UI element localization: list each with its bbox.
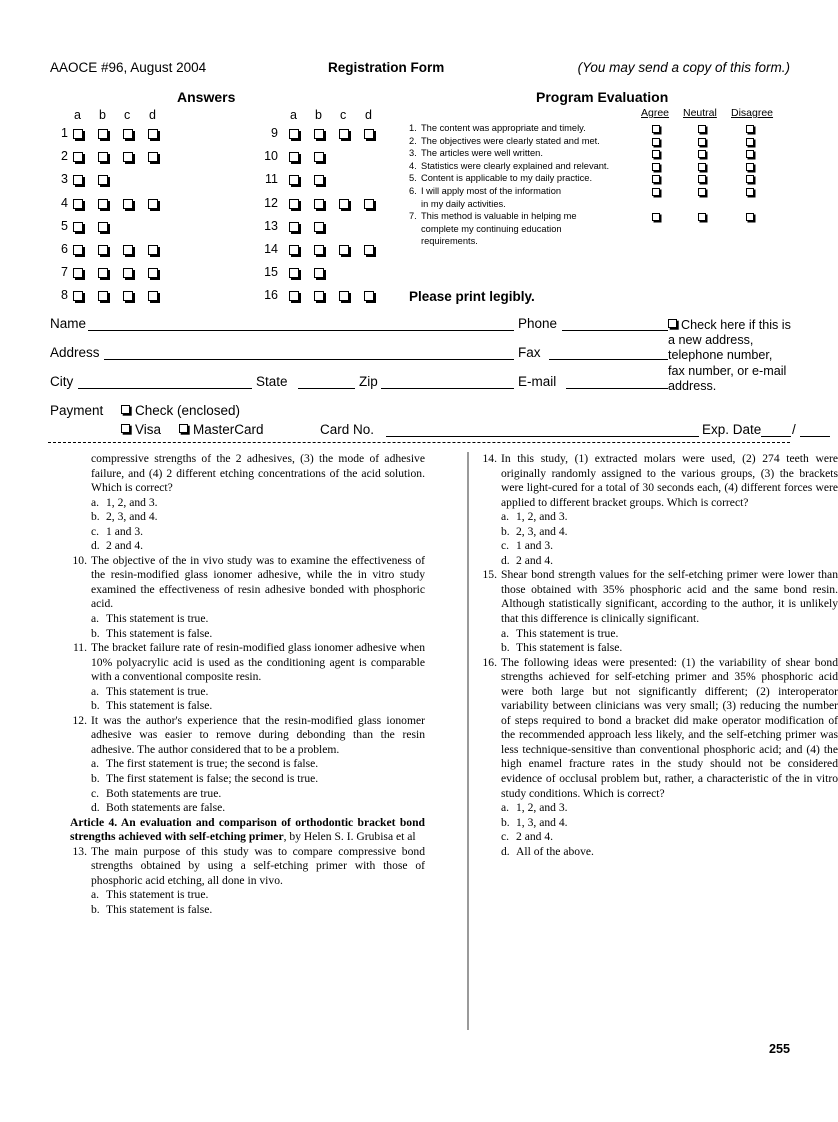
answer-checkbox-15-a[interactable]	[289, 268, 299, 278]
option-letter: b.	[91, 699, 100, 713]
option-text: Both statements are false.	[106, 801, 226, 815]
answer-column-label-c: c	[124, 108, 131, 122]
evaluation-section-title: Program Evaluation	[536, 89, 669, 105]
payment-visa-label: Visa	[135, 422, 162, 437]
question	[480, 656, 838, 801]
left-question-column	[70, 452, 425, 918]
answer-checkbox-13-b[interactable]	[314, 222, 324, 232]
card-no-label: Card No.	[320, 422, 375, 437]
question-text: In this study, (1) extracted molars were used, (2) 274 teeth were originally randomly assigned to the various groups, (3) the brackets were light-cured for a total of 30 seconds each, (4) different forces were applied to different bracket groups. Which is correct?	[501, 452, 838, 509]
program-evaluation	[409, 107, 791, 248]
answer-checkbox-1-a[interactable]	[73, 129, 83, 139]
question-option[interactable]	[70, 627, 425, 642]
answer-row-number: 8	[61, 288, 68, 303]
answer-column-label-c: c	[340, 108, 347, 122]
answer-checkbox-12-d[interactable]	[364, 199, 374, 209]
answer-row-number: 2	[61, 149, 68, 164]
question-option[interactable]	[70, 903, 425, 918]
answer-row-number: 13	[264, 218, 278, 233]
answer-checkbox-12-a[interactable]	[289, 199, 299, 209]
option-letter: d.	[501, 553, 510, 567]
exp-month-input[interactable]	[761, 436, 791, 437]
option-text: 1, 2, and 3.	[106, 495, 158, 509]
article-heading-authors: , by Helen S. I. Grubisa et al	[283, 830, 416, 844]
evaluation-item-number: 2.	[409, 135, 417, 146]
answers-section-title: Answers	[177, 89, 236, 105]
question-option[interactable]	[70, 772, 425, 787]
option-letter: b.	[501, 641, 510, 655]
question-option[interactable]	[480, 510, 838, 525]
question-option[interactable]	[480, 641, 838, 656]
question-text: The objective of the in vivo study was to examine the effectiveness of the resin-modified glass ionomer adhesive, while the in vitro study examined the effectiveness of resin adhesive bonded with phosphoric acid.	[91, 553, 425, 611]
question-option[interactable]	[480, 525, 838, 540]
question-text: The bracket failure rate of resin-modified glass ionomer adhesive when 10% polyacrylic acid is used as the conditioning agent is comparable with a conventional composite resin.	[91, 641, 425, 684]
answer-checkbox-4-a[interactable]	[73, 199, 83, 209]
evaluation-row	[409, 172, 791, 185]
article-heading-title: Article 4. An evaluation and comparison of orthodontic bracket bond strengths achieved with self-etching primer	[70, 815, 425, 844]
scale-disagree-label: Disagree	[731, 107, 774, 119]
question	[70, 714, 425, 758]
question-option[interactable]	[70, 525, 425, 540]
option-letter: b.	[91, 772, 100, 786]
answer-checkbox-4-c[interactable]	[123, 199, 133, 209]
payment-mastercard-label: MasterCard	[193, 422, 264, 437]
payment-check-label: Check (enclosed)	[135, 403, 241, 418]
question	[70, 845, 425, 889]
evaluation-checkbox-2-disagree[interactable]	[746, 138, 754, 146]
evaluation-checkbox-4-agree[interactable]	[652, 163, 660, 171]
answer-checkbox-14-a[interactable]	[289, 245, 299, 255]
evaluation-checkbox-3-agree[interactable]	[652, 150, 660, 158]
question-number: 10.	[72, 553, 87, 567]
question-option[interactable]	[70, 757, 425, 772]
answer-row-number: 4	[61, 195, 68, 210]
option-letter: a.	[91, 495, 100, 509]
evaluation-row	[409, 135, 791, 148]
answer-checkbox-2-d[interactable]	[148, 152, 158, 162]
answer-checkbox-3-a[interactable]	[73, 175, 83, 185]
option-text: This statement is true.	[106, 612, 209, 626]
answer-checkbox-9-c[interactable]	[339, 129, 349, 139]
answer-checkbox-12-c[interactable]	[339, 199, 349, 209]
evaluation-checkbox-4-disagree[interactable]	[746, 163, 754, 171]
option-text: This statement is true.	[106, 684, 209, 698]
question-number: 14.	[482, 452, 497, 465]
answer-checkbox-13-a[interactable]	[289, 222, 299, 232]
evaluation-checkbox-7-neutral[interactable]	[698, 213, 706, 221]
question	[480, 568, 838, 626]
answer-checkbox-1-b[interactable]	[98, 129, 108, 139]
answer-checkbox-6-a[interactable]	[73, 245, 83, 255]
answer-column-label-d: d	[149, 108, 156, 122]
scale-agree-label: Agree	[641, 107, 670, 119]
answer-checkbox-1-c[interactable]	[123, 129, 133, 139]
question-option[interactable]	[70, 612, 425, 627]
exp-date-slash: /	[792, 422, 796, 437]
evaluation-checkbox-4-neutral[interactable]	[698, 163, 706, 171]
option-text: The first statement is true; the second is false.	[106, 757, 319, 771]
state-label: State	[256, 374, 288, 389]
option-text: 1, 2, and 3.	[516, 801, 568, 815]
answer-checkbox-7-a[interactable]	[73, 268, 83, 278]
evaluation-item-number: 7.	[409, 211, 417, 222]
option-letter: b.	[91, 902, 100, 916]
question-option[interactable]	[70, 888, 425, 903]
evaluation-checkbox-2-agree[interactable]	[652, 138, 660, 146]
option-letter: a.	[91, 684, 100, 698]
question-option[interactable]	[480, 554, 838, 569]
answer-checkbox-9-a[interactable]	[289, 129, 299, 139]
evaluation-checkbox-3-disagree[interactable]	[746, 150, 754, 158]
question-option[interactable]	[70, 787, 425, 802]
answer-checkbox-5-a[interactable]	[73, 222, 83, 232]
answer-column-label-a: a	[290, 108, 297, 122]
question-text: The following ideas were presented: (1) the variability of shear bond strengths achieved for self-etching primer and 35% phosphoric acid were both large but not significantly different; (2) interoperator variability between clinicians was very small; (3) reducing the number of steps required to bond a bracket did make operator modification of the recommended approach less likely, and the self-etching primer was less technique-sensitive than conventional phosphoric acid; and (4) the high enamel fracture rates in the study should not be considered evidence of occlusal problem but, rather, a characteristic of the in vitro study conditions. Which is correct?	[501, 655, 838, 800]
answer-checkbox-6-c[interactable]	[123, 245, 133, 255]
question-text: Shear bond strength values for the self-etching primer were lower than those obtained with 35% phosphoric acid and the same bond resin. Although statistically significant, according to the author, it is unlikely that this difference is clinically significant.	[501, 568, 838, 626]
question-option[interactable]	[70, 699, 425, 714]
option-text: This statement is false.	[106, 902, 213, 916]
question-number: 16.	[482, 655, 497, 669]
card-no-input[interactable]	[386, 436, 699, 437]
question-option[interactable]	[70, 496, 425, 511]
option-text: 1 and 3.	[106, 524, 144, 538]
evaluation-item-text: 7. This method is valuable in helping me	[409, 211, 577, 222]
zip-input[interactable]	[381, 388, 514, 389]
new-address-notice[interactable]	[668, 318, 792, 394]
address-input[interactable]	[104, 359, 514, 360]
evaluation-checkbox-2-neutral[interactable]	[698, 138, 706, 146]
option-letter: d.	[91, 801, 100, 815]
checkbox-icon[interactable]	[668, 319, 677, 328]
question	[70, 452, 425, 496]
answer-checkbox-7-b[interactable]	[98, 268, 108, 278]
city-input[interactable]	[78, 388, 252, 389]
payment-mastercard-option[interactable]	[179, 422, 264, 437]
answer-column-label-a: a	[74, 108, 81, 122]
form-title: Registration Form	[328, 60, 445, 75]
evaluation-row	[409, 185, 791, 210]
answer-row-number: 14	[264, 241, 278, 256]
answer-checkbox-9-b[interactable]	[314, 129, 324, 139]
option-letter: d.	[501, 844, 510, 858]
answer-checkbox-11-b[interactable]	[314, 175, 324, 185]
city-label: City	[50, 374, 74, 389]
evaluation-checkbox-5-neutral[interactable]	[698, 175, 706, 183]
answer-checkbox-1-d[interactable]	[148, 129, 158, 139]
option-text: The first statement is false; the second is true.	[106, 772, 319, 786]
name-input[interactable]	[88, 330, 514, 331]
answer-checkbox-16-b[interactable]	[314, 291, 324, 301]
zip-label: Zip	[359, 374, 378, 389]
question-option[interactable]	[70, 801, 425, 816]
option-text: 2 and 4.	[516, 830, 554, 844]
option-letter: a.	[91, 757, 100, 771]
answer-checkbox-11-a[interactable]	[289, 175, 299, 185]
evaluation-row	[409, 210, 791, 248]
option-text: 2, 3, and 4.	[106, 510, 158, 524]
phone-input[interactable]	[562, 330, 668, 331]
page-header	[50, 60, 790, 80]
answer-checkbox-2-a[interactable]	[73, 152, 83, 162]
option-letter: a.	[91, 888, 100, 902]
question-text: compressive strengths of the 2 adhesives, (3) the mode of adhesive failure, and (4) 2 different etching concentrations of the acid solution. Which is correct?	[91, 452, 425, 495]
option-letter: c.	[91, 786, 100, 800]
payment-label: Payment	[50, 403, 104, 418]
question-text: It was the author's experience that the resin-modified glass ionomer adhesive was easier to remove during debonding than the resin adhesive. The author considered that to be a problem.	[91, 713, 425, 756]
option-letter: a.	[91, 612, 100, 626]
evaluation-item-text: 1. The content was appropriate and timely.	[409, 123, 586, 133]
answer-checkbox-8-d[interactable]	[148, 291, 158, 301]
evaluation-checkbox-1-disagree[interactable]	[746, 125, 754, 133]
question-number: 12.	[72, 713, 87, 727]
state-input[interactable]	[298, 388, 355, 389]
print-legibly-note: Please print legibly.	[409, 289, 535, 304]
answer-checkbox-7-d[interactable]	[148, 268, 158, 278]
answer-row-number: 11	[265, 172, 278, 187]
answer-checkbox-15-b[interactable]	[314, 268, 324, 278]
evaluation-item-text: 3. The articles were well written.	[409, 148, 543, 159]
issue-label: AAOCE #96, August 2004	[50, 60, 207, 75]
answer-checkbox-6-b[interactable]	[98, 245, 108, 255]
answer-checkbox-6-d[interactable]	[148, 245, 158, 255]
evaluation-item-text: 2. The objectives were clearly stated and met.	[409, 135, 600, 146]
answer-checkbox-14-d[interactable]	[364, 245, 374, 255]
page-number: 255	[768, 1042, 790, 1056]
exp-date-label: Exp. Date	[702, 422, 762, 437]
option-letter: b.	[91, 510, 100, 524]
question-option[interactable]	[480, 801, 838, 816]
evaluation-item-number: 1.	[409, 123, 417, 133]
question	[480, 452, 838, 510]
option-letter: c.	[91, 524, 100, 538]
option-text: This statement is false.	[106, 699, 213, 713]
question-option[interactable]	[70, 685, 425, 700]
answer-checkbox-2-b[interactable]	[98, 152, 108, 162]
answer-column-label-b: b	[315, 108, 322, 122]
answer-row-number: 10	[264, 149, 278, 164]
evaluation-checkbox-7-agree[interactable]	[652, 213, 660, 221]
evaluation-item-continuation: complete my continuing education	[421, 223, 562, 234]
option-text: 2 and 4.	[516, 553, 554, 567]
option-letter: b.	[501, 815, 510, 829]
option-text: 1 and 3.	[516, 539, 554, 553]
option-letter: a.	[501, 801, 510, 815]
question-option[interactable]	[480, 627, 838, 642]
option-text: All of the above.	[516, 844, 594, 858]
option-text: This statement is false.	[516, 641, 623, 655]
evaluation-checkbox-6-disagree[interactable]	[746, 188, 754, 196]
evaluation-checkbox-3-neutral[interactable]	[698, 150, 706, 158]
new-address-notice-text: Check here if this is a new address, telephone number, fax number, or e-mail address.	[668, 318, 791, 393]
question-option[interactable]	[70, 510, 425, 525]
answer-checkbox-10-a[interactable]	[289, 152, 299, 162]
answer-checkbox-7-c[interactable]	[123, 268, 133, 278]
evaluation-checkbox-1-agree[interactable]	[652, 125, 660, 133]
evaluation-row	[409, 160, 791, 173]
answer-checkbox-10-b[interactable]	[314, 152, 324, 162]
option-letter: a.	[501, 510, 510, 524]
evaluation-checkbox-6-neutral[interactable]	[698, 188, 706, 196]
column-divider	[467, 452, 469, 1030]
question-option[interactable]	[480, 830, 838, 845]
evaluation-item-number: 5.	[409, 173, 417, 184]
option-letter: c.	[501, 830, 510, 844]
payment-check-option[interactable]	[121, 403, 240, 418]
answer-checkbox-8-c[interactable]	[123, 291, 133, 301]
evaluation-checkbox-1-neutral[interactable]	[698, 125, 706, 133]
question	[70, 641, 425, 685]
evaluation-checkbox-7-disagree[interactable]	[746, 213, 754, 221]
answer-checkbox-16-d[interactable]	[364, 291, 374, 301]
answer-checkbox-4-b[interactable]	[98, 199, 108, 209]
answer-checkbox-12-b[interactable]	[314, 199, 324, 209]
answer-row-number: 15	[264, 265, 278, 280]
option-text: This statement is true.	[106, 888, 209, 902]
question-number: 15.	[482, 568, 497, 582]
option-letter: c.	[501, 539, 510, 553]
question-body	[48, 452, 838, 1032]
evaluation-item-number: 3.	[409, 148, 417, 159]
answer-checkbox-14-c[interactable]	[339, 245, 349, 255]
answer-row-number: 6	[61, 241, 68, 256]
answer-row-number: 3	[61, 172, 68, 187]
payment-visa-option[interactable]	[121, 422, 161, 437]
answer-row-number: 5	[61, 218, 68, 233]
question-text: The main purpose of this study was to compare compressive bond strengths obtained by using a self-etching primer with those of phosphoric acid etching, all done in vivo.	[91, 844, 425, 887]
fax-label: Fax	[518, 345, 541, 360]
answer-checkbox-2-c[interactable]	[123, 152, 133, 162]
email-label: E-mail	[518, 374, 557, 389]
option-letter: b.	[501, 524, 510, 538]
evaluation-scale-header	[409, 107, 791, 122]
email-input[interactable]	[566, 388, 668, 389]
evaluation-item-number: 6.	[409, 185, 417, 196]
evaluation-item-text: 4. Statistics were clearly explained and relevant.	[409, 160, 610, 171]
answer-checkbox-4-d[interactable]	[148, 199, 158, 209]
name-label: Name	[50, 316, 87, 331]
answer-checkbox-14-b[interactable]	[314, 245, 324, 255]
answer-column-label-d: d	[365, 108, 372, 122]
answer-row-number: 16	[264, 288, 278, 303]
answer-row-number: 12	[264, 195, 278, 210]
question-option[interactable]	[480, 845, 838, 860]
copy-notice: (You may send a copy of this form.)	[577, 60, 790, 75]
answer-checkbox-8-b[interactable]	[98, 291, 108, 301]
evaluation-item-text: 5. Content is applicable to my daily practice.	[409, 173, 593, 184]
answer-checkbox-16-a[interactable]	[289, 291, 299, 301]
scale-neutral-label: Neutral	[683, 107, 717, 119]
evaluation-item-continuation: requirements.	[421, 236, 478, 247]
answer-row-number: 1	[61, 126, 68, 140]
evaluation-checkbox-6-agree[interactable]	[652, 188, 660, 196]
question-number: 13.	[72, 844, 87, 858]
evaluation-item-text: 6. I will apply most of the information	[409, 185, 562, 196]
evaluation-row	[409, 147, 791, 160]
question-option[interactable]	[480, 816, 838, 831]
answer-row-number: 9	[271, 126, 278, 140]
answer-checkbox-5-b[interactable]	[98, 222, 108, 232]
article-heading	[70, 816, 425, 845]
question-option[interactable]	[70, 539, 425, 554]
option-text: This statement is false.	[106, 626, 213, 640]
answer-row-number: 7	[61, 265, 68, 280]
evaluation-row	[409, 122, 791, 135]
option-text: 1, 2, and 3.	[516, 510, 568, 524]
right-question-column	[480, 452, 838, 859]
question-number: 11.	[72, 641, 87, 655]
answer-checkbox-9-d[interactable]	[364, 129, 374, 139]
checkbox-icon[interactable]	[179, 424, 188, 433]
answer-checkbox-8-a[interactable]	[73, 291, 83, 301]
question	[70, 554, 425, 612]
option-letter: b.	[91, 626, 100, 640]
option-text: 2, 3, and 4.	[516, 524, 568, 538]
option-letter: d.	[91, 539, 100, 553]
checkbox-icon[interactable]	[121, 405, 130, 414]
evaluation-item-continuation: in my daily activities.	[421, 198, 506, 209]
answer-checkbox-3-b[interactable]	[98, 175, 108, 185]
evaluation-checkbox-5-disagree[interactable]	[746, 175, 754, 183]
option-text: 2 and 4.	[106, 539, 144, 553]
section-divider	[48, 442, 790, 443]
answer-checkbox-16-c[interactable]	[339, 291, 349, 301]
checkbox-icon[interactable]	[121, 424, 130, 433]
option-letter: a.	[501, 626, 510, 640]
option-text: 1, 3, and 4.	[516, 815, 568, 829]
fax-input[interactable]	[549, 359, 668, 360]
option-text: Both statements are true.	[106, 786, 222, 800]
exp-year-input[interactable]	[800, 436, 830, 437]
phone-label: Phone	[518, 316, 558, 331]
question-option[interactable]	[480, 539, 838, 554]
option-text: This statement is true.	[516, 626, 619, 640]
answer-column-label-b: b	[99, 108, 106, 122]
address-label: Address	[50, 345, 100, 360]
evaluation-checkbox-5-agree[interactable]	[652, 175, 660, 183]
evaluation-item-number: 4.	[409, 160, 417, 171]
